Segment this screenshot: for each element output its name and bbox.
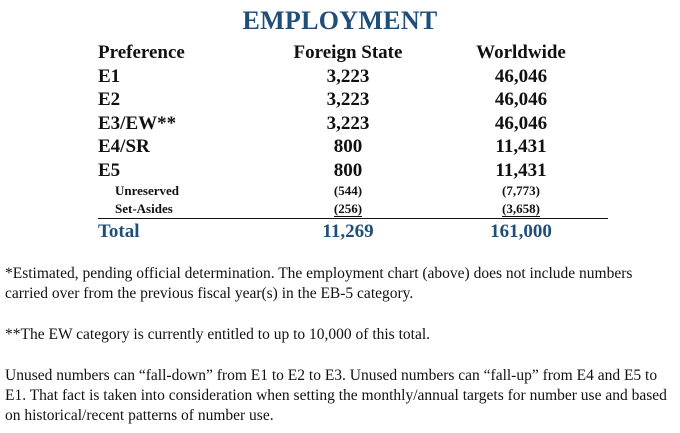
subrow-label: Set-Asides xyxy=(115,201,173,216)
total-foreign-value: 11,269 xyxy=(322,221,374,242)
table-header-row xyxy=(98,41,608,65)
table-row-e2 xyxy=(98,88,608,112)
row-worldwide-value: 46,046 xyxy=(494,112,548,134)
note-unused-numbers: Unused numbers can “fall-down” from E1 to E2 to E3. Unused numbers can “fall-up” from E4 and E5 to E1. That fact is taken into consideration when setting the monthly/annual targets for number use and based on historical/recent patterns of number use. xyxy=(5,367,667,424)
row-foreign-value: 800 xyxy=(333,159,363,181)
row-worldwide-value: 11,431 xyxy=(495,159,547,181)
table-row-e5 xyxy=(98,159,608,183)
page-title: EMPLOYMENT xyxy=(242,6,438,35)
table-subrow-unreserved xyxy=(98,182,608,200)
table-row-e4-sr xyxy=(98,135,608,159)
subrow-foreign-value: (256) xyxy=(333,201,363,216)
row-worldwide-value: 46,046 xyxy=(494,89,548,110)
header-foreign-state: Foreign State xyxy=(293,42,403,63)
row-foreign-value: 3,223 xyxy=(326,112,370,134)
table-row-e3-ew xyxy=(98,112,608,136)
row-label: E1 xyxy=(98,65,121,87)
table-row-e1 xyxy=(98,65,608,89)
row-label: E4/SR xyxy=(98,136,150,157)
total-label: Total xyxy=(98,221,140,242)
row-label: E5 xyxy=(98,159,121,181)
row-worldwide-value: 11,431 xyxy=(495,136,547,157)
row-label: E3/EW** xyxy=(98,112,177,134)
header-preference: Preference xyxy=(98,42,185,63)
row-label: E2 xyxy=(98,89,121,110)
row-worldwide-value: 46,046 xyxy=(494,65,548,87)
total-worldwide-value: 161,000 xyxy=(490,221,552,242)
table-subrow-set-asides xyxy=(98,200,608,218)
subrow-foreign-value: (544) xyxy=(333,183,363,198)
subrow-label: Unreserved xyxy=(115,183,180,198)
row-foreign-value: 3,223 xyxy=(326,89,370,110)
subrow-worldwide-value: (7,773) xyxy=(502,183,540,198)
employment-table xyxy=(98,41,608,245)
table-total-row xyxy=(98,218,608,245)
footnote-ew-category: **The EW category is currently entitled to up to 10,000 of this total. xyxy=(5,326,431,343)
row-foreign-value: 800 xyxy=(333,136,363,157)
subrow-worldwide-value: (3,658) xyxy=(502,201,540,216)
row-foreign-value: 3,223 xyxy=(326,65,370,87)
header-worldwide: Worldwide xyxy=(476,42,566,63)
footnote-estimated: *Estimated, pending official determination. The employment chart (above) does not include numbers carried over from the previous fiscal year(s) in the EB-5 category. xyxy=(5,265,633,302)
